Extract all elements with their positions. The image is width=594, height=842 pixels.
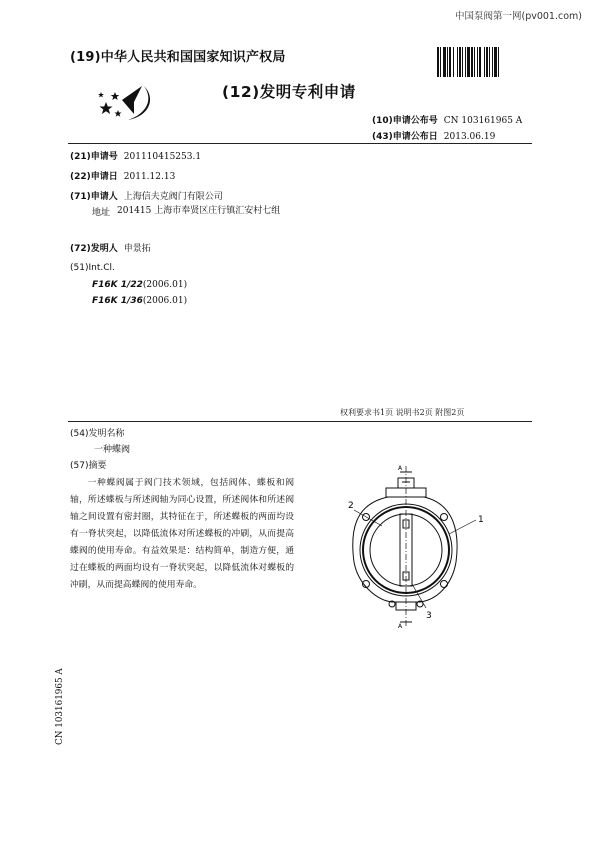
applicant-name: 上海信夫克阀门有限公司 (123, 192, 223, 202)
ipc-version: (2006.01) (142, 296, 188, 306)
publication-number-row (372, 113, 522, 126)
barcode (436, 47, 524, 77)
application-date-label: (22)申请日 (70, 172, 118, 182)
header-divider (68, 143, 532, 144)
section-mark-top: A (398, 465, 403, 472)
ipc-label: (51)Int.Cl. (70, 263, 115, 273)
address-value: 201415 上海市奉贤区庄行镇汇安村七组 (117, 206, 281, 216)
inventor-row (70, 241, 151, 254)
ipc-code: F16K 1/22 (92, 280, 143, 290)
abstract-label: (57)摘要 (70, 461, 107, 471)
document-type-title: (12)发明专利申请 (222, 83, 356, 101)
application-date: 2011.12.13 (123, 172, 176, 182)
application-number-label: (21)申请号 (70, 152, 118, 162)
invention-title: 一种蝶阀 (94, 445, 131, 455)
side-publication-number: CN 103161965 A (55, 668, 65, 745)
publication-date-label: (43)申请公布日 (372, 132, 438, 142)
publication-date-row (372, 129, 495, 142)
inventor-name: 申景拓 (123, 244, 151, 254)
applicant-row (70, 189, 223, 202)
part-label-3: 3 (426, 611, 432, 621)
watermark-text: 中国泵阀第一网(pv001.com) (454, 11, 582, 22)
publication-date: 2013.06.19 (443, 132, 496, 142)
publication-number: CN 103161965 A (443, 116, 523, 126)
butterfly-valve-drawing (336, 462, 506, 632)
cnipa-logo (94, 80, 160, 124)
ipc-code: F16K 1/36 (92, 296, 143, 306)
inventor-label: (72)发明人 (70, 244, 118, 254)
application-number: 201110415253.1 (123, 152, 202, 162)
pages-summary: 权利要求书1页 说明书2页 附图2页 (340, 408, 465, 417)
pages-divider (68, 421, 532, 422)
abstract-text: 一种蝶阀属于阀门技术领域，包括阀体、蝶板和阀轴，所述蝶板与所述阀轴为同心设置，所述阀体和所述阀轴之间设置有密封圈，其特征在于，所述蝶板的两面均设有一脊状突起，以降低流体对所述蝶板的冲刷，从而提高蝶阀的使用寿命。有益效果是：结构简单，制造方便，通过在蝶板的两面均设有一脊状突起，以降低流体对蝶板的冲刷，从而提高蝶阀的使用寿命。 (70, 478, 294, 590)
part-label-1: 1 (478, 515, 484, 525)
ipc-entry (92, 296, 187, 306)
ipc-version: (2006.01) (142, 280, 188, 290)
publication-number-label: (10)申请公布号 (372, 116, 438, 126)
section-mark-bottom: A (398, 623, 403, 630)
invention-title-label: (54)发明名称 (70, 429, 125, 439)
address-label: 地址 (92, 208, 111, 218)
applicant-label: (71)申请人 (70, 192, 118, 202)
application-date-row (70, 169, 175, 182)
issuing-authority: (19)中华人民共和国国家知识产权局 (70, 50, 286, 65)
application-number-row (70, 149, 201, 162)
part-label-2: 2 (348, 501, 354, 511)
ipc-entry (92, 280, 187, 290)
